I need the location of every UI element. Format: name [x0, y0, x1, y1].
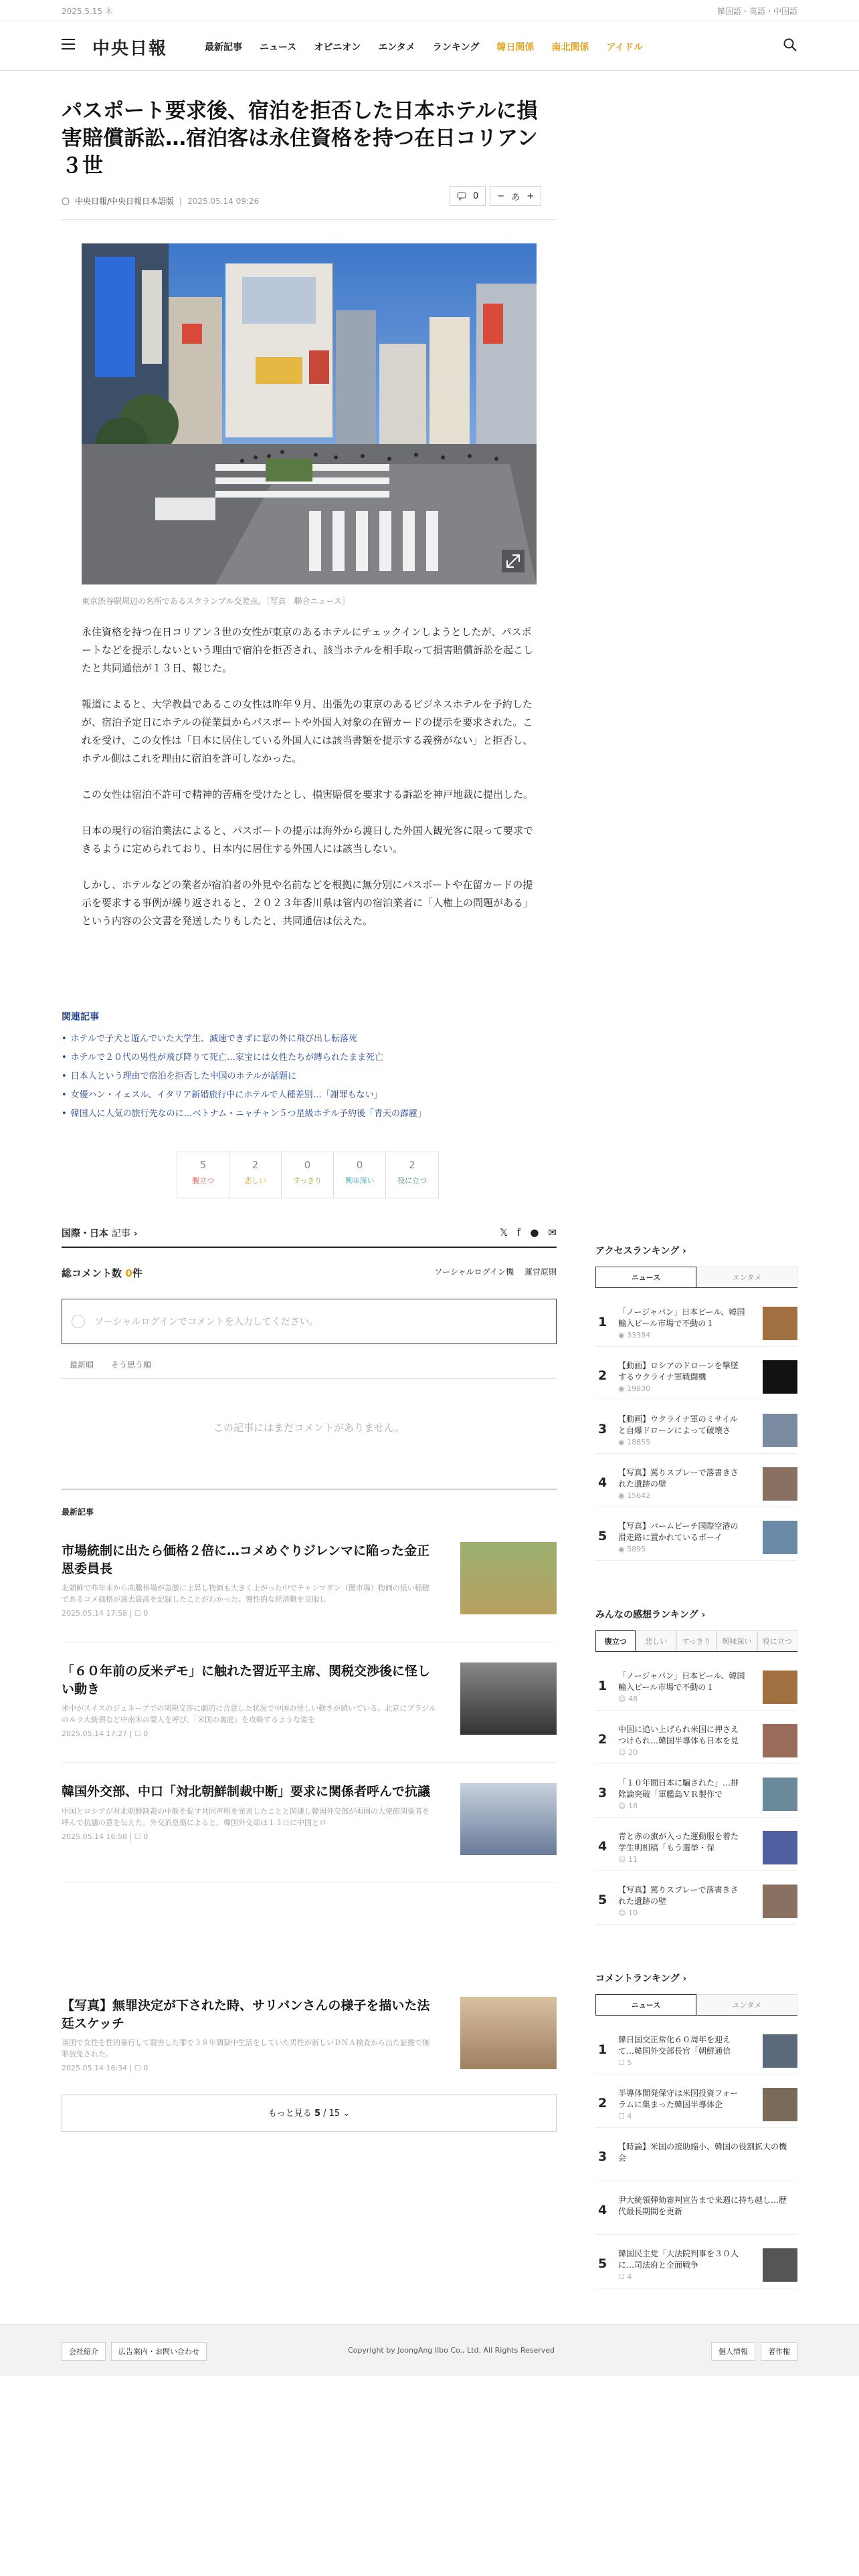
comment-icon [457, 191, 466, 201]
article-body [82, 623, 537, 948]
related-link[interactable]: • ホテルで子犬と遊んでいた大学生、滅速できずに窓の外に飛び出し転落死 [62, 1030, 557, 1049]
access-ranking-title[interactable]: アクセスランキング › [595, 1246, 686, 1257]
latest-article-title[interactable]: 韓国外交部、中口「対北朝鮮制裁中断」要求に関係者呼んで抗議 [62, 1784, 431, 1799]
policy-link[interactable]: 運営原則 [524, 1267, 557, 1277]
reaction-interesting[interactable]: 0 興味深い [334, 1152, 386, 1198]
ranking-item[interactable]: 5 【写真】パームビーチ国際空港の滑走路に置かれているボーイ ◉ 5895 [595, 1507, 797, 1561]
latest-article-meta: 2025.05.14 16:34 | ☐ 0 [62, 2064, 149, 2072]
latest-article-meta: 2025.05.14 17:27 | ☐ 0 [62, 1729, 149, 1738]
language-links[interactable]: 韓国語・英語・中国語 [717, 7, 797, 16]
ranking-thumbnail [763, 1414, 797, 1447]
ranking-thumbnail [763, 1831, 797, 1864]
latest-article-meta: 2025.05.14 17:58 | ☐ 0 [62, 1609, 149, 1618]
tab-sad[interactable]: 悲しい [636, 1630, 676, 1651]
related-articles [62, 1010, 557, 1123]
privacy-link[interactable]: 個人情報 [711, 2342, 755, 2361]
ranking-thumbnail [763, 2034, 797, 2068]
article-photo [82, 243, 537, 584]
reaction-helpful[interactable]: 2 役に立つ [397, 1159, 427, 1185]
paragraph: 報道によると、大学教員であるこの女性は昨年９月、出張先の東京のあるビジネスホテルを予約したが、宿泊予定日にホテルの従業員からパスポートや外国人対象の在留カードの提示を要求された。これを受け、この女性は「日本に居住している外国人には該当書類を提示する義務がない」と拒否し、ホテル側はこれを理由に宿泊を許可しなかった。 [82, 698, 533, 764]
shibuya-crossing-image [82, 243, 537, 584]
comment-total: 総コメント数 0件 [62, 1267, 142, 1279]
ranking-item[interactable]: 1 「ノージャパン」日本ビール、韓国輸入ビール市場で不動の１ ◉ 33384 [595, 1293, 797, 1347]
latest-article[interactable] [62, 1783, 557, 1883]
comment-ranking [595, 1971, 797, 2288]
article-byline: 中央日報/中央日報日本語版 | 2025.05.14 09:26 [62, 195, 259, 207]
latest-article-excerpt: 英国で女性を性的暴行して殺害した罪で３８年間獄中生活をしていた男性が新しいＤＮＡ検査から出た証拠で無罪放免された。 [62, 2038, 430, 2058]
access-ranking [595, 1244, 797, 1561]
comment-ranking-title[interactable]: コメントランキング › [595, 1973, 687, 1984]
ranking-item[interactable]: 2 【動画】ロシアのドローンを撃墜するウクライナ軍戦闘機 ◉ 19830 [595, 1347, 797, 1400]
x-share-icon[interactable]: 𝕏 [499, 1226, 508, 1239]
ranking-thumbnail [763, 1360, 797, 1394]
related-link[interactable]: • 韓国人に人気の旅行先なのに…ベトナム・ニャチャン５つ星級ホテル予約後「青天の霹靂」 [62, 1105, 557, 1123]
latest-article-excerpt: 米中がスイスのジュネーブでの関税交渉に劇的に合意した状況で中国の怪しい動きが続いている。北京にブラジルのルラ大統領など中南米の要人を呼び、「米国の裏庭」を攻略するような姿を [62, 1704, 436, 1724]
ranking-thumbnail [763, 1778, 797, 1811]
nav-item-idol[interactable]: アイドル [606, 42, 644, 53]
nav-item-latest[interactable]: 最新記事 [205, 42, 242, 53]
source-icon [62, 197, 70, 205]
ranking-thumbnail [763, 1307, 797, 1340]
tab-entertainment[interactable]: エンタメ [696, 1994, 797, 2015]
font-decrease-button[interactable]: − [497, 191, 505, 201]
ranking-item[interactable]: 3 【動画】ウクライナ軍のミサイルと自爆ドローンによって破壊さ ◉ 18855 [595, 1400, 797, 1454]
paragraph: 日本の現行の宿泊業法によると、パスポートの提示は海外から渡日した外国人観光客に限って要求できるように定められており、日本内に居住する外国人には該当しない。 [82, 825, 534, 855]
related-link[interactable]: • 女優ハン・イェスル、イタリア新婚旅行中にホテルで人種差別…「謝罪もない」 [62, 1086, 557, 1105]
section-link[interactable]: 国際・日本 記事 › [62, 1228, 138, 1239]
ranking-item[interactable]: 1 「ノージャパン」日本ビール、韓国輸入ビール市場で不動の１ ☺ 48 [595, 1657, 797, 1711]
tab-news[interactable]: ニュース [595, 1994, 696, 2015]
reaction-buttons [177, 1152, 439, 1198]
access-ranking-tabs [595, 1267, 797, 1288]
latest-article-thumbnail[interactable] [460, 1542, 557, 1614]
latest-article-thumbnail[interactable] [460, 1783, 557, 1855]
latest-article[interactable] [62, 1542, 557, 1642]
current-date: 2025.5.15 木 [62, 7, 113, 16]
latest-article-title[interactable]: 市場統制に出たら価格２倍に…コメめぐりジレンマに陥った金正恩委員長 [62, 1543, 430, 1576]
latest-article-thumbnail[interactable] [460, 1997, 557, 2069]
font-size-label: あ [511, 192, 520, 203]
latest-article-excerpt: 中国とロシアが対北朝鮮制裁の中断を促す共同声明を発表したことと関連し韓国外交部が両国の大使館関係者を呼んで抗議の意を伝えた。外交消息筋によると、韓国外交部は１３日に中国とロ [62, 1807, 430, 1827]
latest-article-title[interactable]: 「６０年前の反米デモ」に触れた習近平主席、関税交渉後に怪しい動き [62, 1664, 431, 1697]
ranking-thumbnail [763, 1521, 797, 1554]
tab-angry[interactable]: 腹立つ [595, 1630, 636, 1651]
ranking-item[interactable]: 3 【時論】米国の接助縮小、韓国の役割拡大の機会 [595, 2128, 797, 2181]
line-share-icon[interactable]: ● [530, 1226, 539, 1239]
font-size-control [490, 186, 541, 206]
latest-article-thumbnail[interactable] [460, 1662, 557, 1735]
tab-entertainment[interactable]: エンタメ [696, 1267, 797, 1287]
feeling-ranking-title[interactable]: みんなの感想ランキング › [595, 1610, 706, 1620]
company-link[interactable]: 会社紹介 [62, 2342, 106, 2361]
divider [62, 1489, 557, 1490]
comment-sort [62, 1359, 557, 1379]
comments-header [62, 1266, 557, 1280]
copyright: Copyright by JoongAng Ilbo Co., Ltd. All Rights Reserved [348, 2346, 555, 2355]
ad-contact-link[interactable]: 広告案内・お問い合わせ [111, 2342, 207, 2361]
ranking-item[interactable]: 4 尹大統領弾劾審判宣告まで来週に持ち越し…歴代最長期間を更新 [595, 2181, 797, 2235]
related-link[interactable]: • 日本人という理由で宿泊を拒否した中国のホテルが話題に [62, 1067, 557, 1086]
article-source[interactable]: 中央日報/中央日報日本語版 [75, 197, 175, 206]
tab-news[interactable]: ニュース [595, 1267, 696, 1287]
paragraph: しかし、ホテルなどの業者が宿泊者の外見や名前などを根拠に無分別にパスポートや在留カードの提示を要求する事例が繰り返されると、２０２３年香川県は管内の宿泊業者に「人権上の問題がある」という内容の公文書を発送したりもしたと、共同通信は伝えた。 [82, 879, 534, 927]
search-icon[interactable] [783, 37, 797, 52]
nav-menu [205, 40, 643, 53]
ranking-item[interactable]: 3 「１０年間日本に騙された」…排除論突破「軍艦島ＶＲ製作で ☺ 18 [595, 1764, 797, 1818]
font-increase-button[interactable]: + [527, 191, 535, 201]
latest-label: 最新記事 [62, 1507, 94, 1517]
article-time: 2025.05.14 09:26 [187, 196, 260, 206]
reaction-angry[interactable]: 5 腹立つ [177, 1152, 229, 1198]
hamburger-menu-icon[interactable] [62, 39, 75, 49]
tab-helpful[interactable]: 役に立つ [757, 1630, 797, 1651]
footer [0, 2324, 859, 2376]
ranking-item[interactable]: 4 青と赤の旗が入った運動服を着た学生明相稿「もう選挙・保 ☺ 11 [595, 1818, 797, 1871]
share-buttons [500, 1226, 557, 1239]
reaction-refreshing[interactable]: 0 すっきり [282, 1152, 334, 1198]
ranking-item[interactable]: 2 半導体開発保守は米国投資フォーラムに集まった韓国半導体企 ☐ 4 [595, 2074, 797, 2128]
main-nav [0, 21, 859, 71]
tab-refreshing[interactable]: すっきり [676, 1630, 717, 1651]
paragraph: 永住資格を持つ在日コリアン３世の女性が東京のあるホテルにチェックインしようとしたが、パスポートなどを提示しないという理由で宿泊を拒否され、該当ホテルを相手取って損害賠償訴訟を起こしたと共同通信が１３日、報じた。 [82, 626, 534, 674]
ranking-thumbnail [763, 2088, 797, 2121]
ranking-item[interactable]: 5 韓国民主党「大法院判事を３０人に…司法府と全面戦争 ☐ 4 [595, 2235, 797, 2288]
paragraph: この女性は宿泊不許可で精神的苦痛を受けたとし、損害賠償を要求する訴訟を神戸地裁に提出した。 [82, 788, 534, 800]
related-link[interactable]: • ホテルで２０代の男性が飛び降りて死亡…家宝には女性たちが縛られたまま死亡 [62, 1049, 557, 1067]
feeling-ranking-tabs [595, 1630, 797, 1652]
comment-input[interactable]: ソーシャルログインでコメントを入力してください。 [62, 1299, 557, 1344]
latest-article[interactable] [62, 1662, 557, 1763]
facebook-share-icon[interactable]: f [517, 1226, 521, 1239]
divider [62, 219, 557, 220]
nav-item-ranking[interactable]: ランキング [432, 42, 480, 53]
ranking-thumbnail [763, 2248, 797, 2282]
nav-item-news[interactable]: ニュース [260, 42, 297, 53]
tab-interesting[interactable]: 興味深い [717, 1630, 757, 1651]
article-title: パスポート要求後、宿泊を拒否した日本ホテルに損害賠償訴訟…宿泊客は永住資格を持つ在日コリアン３世 [62, 99, 538, 178]
nav-item-opinion[interactable]: オピニオン [314, 42, 361, 53]
nav-item-korea-japan[interactable]: 韓日関係 [496, 42, 535, 53]
ranking-thumbnail [763, 1724, 797, 1757]
comment-count-button[interactable]: 0 [450, 186, 486, 206]
load-more-button[interactable]: もっと見る 5 / 15 ⌄ [62, 2095, 557, 2132]
sort-agree[interactable]: そう思う順 [111, 1360, 152, 1370]
comments-empty: この記事にはまだコメントがありません。 [213, 1422, 405, 1434]
top-bar [0, 0, 859, 21]
section-bar [62, 1221, 557, 1248]
nav-item-north-south[interactable]: 南北関係 [551, 42, 589, 53]
article-tools [450, 186, 541, 206]
feeling-ranking [595, 1608, 797, 1925]
site-logo[interactable]: 中央日報 [92, 39, 168, 59]
comment-ranking-tabs [595, 1994, 797, 2016]
exclamation-icon [72, 1315, 85, 1328]
reaction-sad[interactable]: 2 悲しい [229, 1152, 282, 1198]
ranking-item[interactable]: 2 中国に追い上げられ米国に押さえつけられ…韓国半導体も日本を見 ☺ 20 [595, 1711, 797, 1764]
ranking-item[interactable]: 1 韓日国交正常化６０周年を迎えて…韓国外交部長官「朝鮮通信 ☐ 5 [595, 2021, 797, 2074]
latest-article[interactable] [62, 1997, 557, 2097]
latest-article-title[interactable]: 【写真】無罪決定が下された時、サリバンさんの様子を描いた法廷スケッチ [62, 1998, 430, 2031]
mail-share-icon[interactable]: ✉ [548, 1226, 557, 1239]
ranking-thumbnail [763, 1467, 797, 1501]
copyright-link[interactable]: 著作権 [761, 2342, 797, 2361]
ranking-item[interactable]: 4 【写真】罵りスプレーで落書きされた遺跡の壁 ◉ 15642 [595, 1454, 797, 1507]
sort-latest[interactable]: 最新順 [70, 1360, 94, 1370]
nav-item-entertainment[interactable]: エンタメ [378, 42, 415, 53]
ranking-thumbnail [763, 1885, 797, 1918]
social-login-link[interactable]: ソーシャルログイン機 [434, 1267, 514, 1277]
related-title: 関連記事 [62, 1012, 99, 1023]
photo-caption: 東京渋谷駅周辺の名所であるスクランブル交差点。［写真 聯合ニュース］ [82, 597, 350, 606]
ranking-item[interactable]: 5 【写真】罵りスプレーで落書きされた遺跡の壁 ☺ 10 [595, 1871, 797, 1925]
latest-article-excerpt: 北朝鮮で昨年末から高騰相場が急激に上昇し物価も大きく上がった中でチャンマダン（闇市場）物価の低い稲穂であるコメ価格が過去最高を記録したことがわかった。慢性的な経済難を克服し [62, 1584, 430, 1604]
latest-article-meta: 2025.05.14 16:58 | ☐ 0 [62, 1832, 149, 1841]
ranking-thumbnail [763, 1671, 797, 1704]
